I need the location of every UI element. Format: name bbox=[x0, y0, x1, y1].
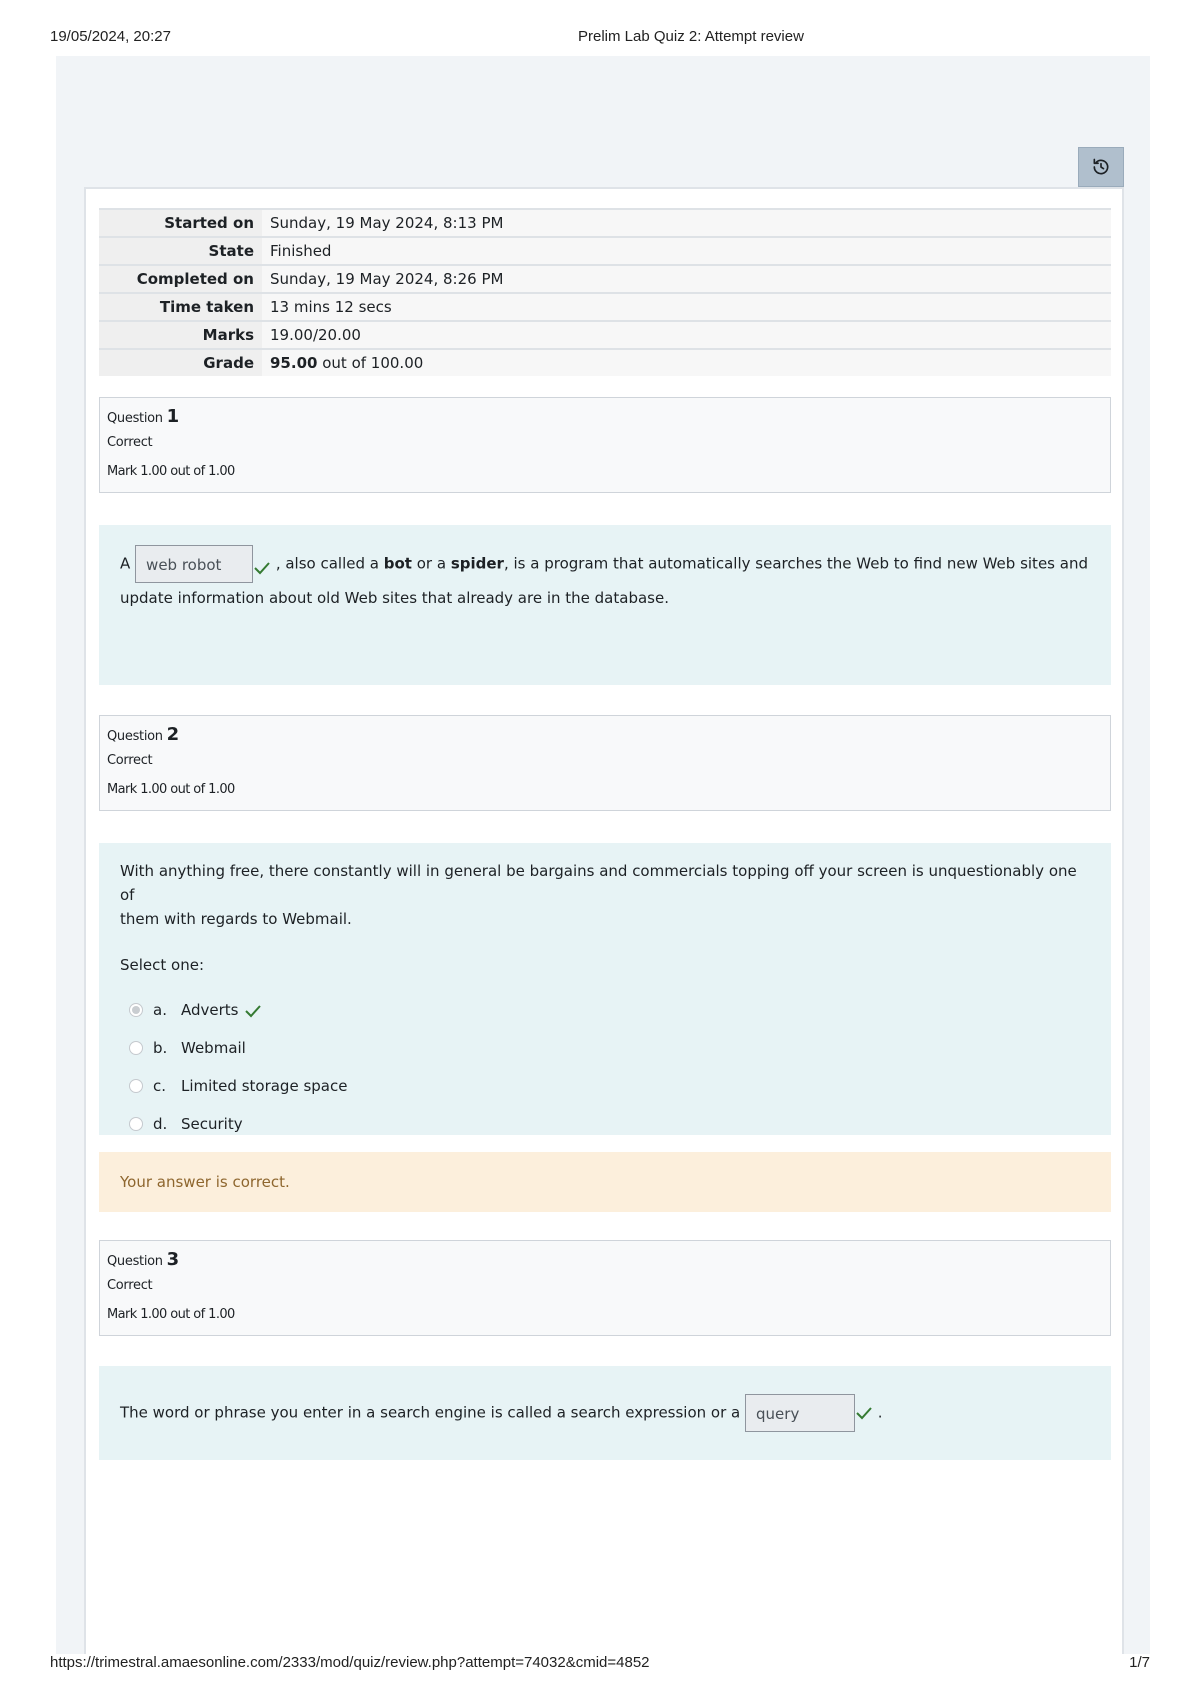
summary-label: Grade bbox=[99, 348, 262, 376]
question-grade: Mark 1.00 out of 1.00 bbox=[107, 1307, 235, 1322]
option-text: Limited storage space bbox=[181, 1077, 348, 1095]
answer-feedback: Your answer is correct. bbox=[99, 1152, 1111, 1212]
option-radio[interactable] bbox=[129, 1003, 143, 1017]
summary-row bbox=[99, 208, 1111, 236]
summary-label: Started on bbox=[99, 208, 262, 236]
answer-field[interactable]: web robot bbox=[135, 545, 253, 583]
question-3-content bbox=[99, 1366, 1111, 1460]
question-1-info bbox=[99, 397, 1111, 493]
question-number: Question 3 bbox=[107, 1249, 179, 1270]
option-radio[interactable] bbox=[129, 1079, 143, 1093]
question-text-line2: update information about old Web sites that already are in the database. bbox=[120, 589, 669, 607]
summary-value: Finished bbox=[262, 236, 1111, 264]
question-number: Question 1 bbox=[107, 406, 179, 427]
answer-option[interactable] bbox=[120, 1105, 1090, 1143]
attempt-summary-table bbox=[99, 208, 1111, 376]
question-number: Question 2 bbox=[107, 724, 179, 745]
option-letter: a. bbox=[153, 1001, 167, 1019]
summary-row bbox=[99, 320, 1111, 348]
summary-label: State bbox=[99, 236, 262, 264]
history-icon bbox=[1091, 157, 1111, 177]
answer-option[interactable] bbox=[120, 1029, 1090, 1067]
summary-label: Completed on bbox=[99, 264, 262, 292]
check-icon bbox=[253, 556, 271, 572]
print-datetime: 19/05/2024, 20:27 bbox=[50, 28, 171, 45]
attempt-review-card bbox=[84, 187, 1124, 1654]
grade-value: 95.00 bbox=[270, 354, 318, 372]
option-text: Webmail bbox=[181, 1039, 246, 1057]
answer-option[interactable] bbox=[120, 991, 1090, 1029]
summary-value bbox=[262, 348, 1111, 376]
summary-value: Sunday, 19 May 2024, 8:13 PM bbox=[262, 208, 1111, 236]
summary-label: Time taken bbox=[99, 292, 262, 320]
option-text: Adverts bbox=[181, 1001, 239, 1019]
answer-field[interactable]: query bbox=[745, 1394, 855, 1432]
summary-row bbox=[99, 236, 1111, 264]
option-radio[interactable] bbox=[129, 1041, 143, 1055]
summary-row bbox=[99, 264, 1111, 292]
history-button[interactable] bbox=[1078, 147, 1124, 187]
option-letter: b. bbox=[153, 1039, 168, 1057]
print-page-number: 1/7 bbox=[1129, 1654, 1150, 1671]
question-grade: Mark 1.00 out of 1.00 bbox=[107, 782, 235, 797]
question-3-info bbox=[99, 1240, 1111, 1336]
check-icon bbox=[244, 1002, 262, 1018]
summary-row bbox=[99, 292, 1111, 320]
question-text: The word or phrase you enter in a search engine is called a search expression or a query . bbox=[120, 1394, 883, 1432]
answer-option[interactable] bbox=[120, 1067, 1090, 1105]
summary-row-grade bbox=[99, 348, 1111, 376]
print-header bbox=[50, 28, 1150, 48]
question-text-line2: them with regards to Webmail. bbox=[120, 910, 352, 928]
question-grade: Mark 1.00 out of 1.00 bbox=[107, 464, 235, 479]
option-radio[interactable] bbox=[129, 1117, 143, 1131]
question-text: With anything free, there constantly will in general be bargains and commercials topping off your screen is unquestionably one of bbox=[120, 862, 1077, 904]
question-2-content bbox=[99, 843, 1111, 1135]
option-letter: d. bbox=[153, 1115, 168, 1133]
summary-value: 19.00/20.00 bbox=[262, 320, 1111, 348]
print-footer bbox=[50, 1654, 1150, 1674]
option-text: Security bbox=[181, 1115, 243, 1133]
select-prompt: Select one: bbox=[120, 956, 205, 974]
summary-label: Marks bbox=[99, 320, 262, 348]
grade-suffix: out of 100.00 bbox=[322, 354, 424, 372]
question-state: Correct bbox=[107, 435, 153, 450]
answer-options bbox=[120, 991, 1090, 1143]
question-1-content bbox=[99, 525, 1111, 685]
question-2-info bbox=[99, 715, 1111, 811]
summary-value: Sunday, 19 May 2024, 8:26 PM bbox=[262, 264, 1111, 292]
option-letter: c. bbox=[153, 1077, 167, 1095]
question-state: Correct bbox=[107, 753, 153, 768]
question-text: A web robot , also called a bot or a spider, is a program that automatically searches the Web to find new Web sites and bbox=[120, 545, 1090, 583]
print-url: https://trimestral.amaesonline.com/2333/mod/quiz/review.php?attempt=74032&cmid=4852 bbox=[50, 1654, 650, 1671]
question-state: Correct bbox=[107, 1278, 153, 1293]
summary-value: 13 mins 12 secs bbox=[262, 292, 1111, 320]
print-doc-title: Prelim Lab Quiz 2: Attempt review bbox=[578, 28, 804, 45]
check-icon bbox=[855, 1405, 873, 1421]
